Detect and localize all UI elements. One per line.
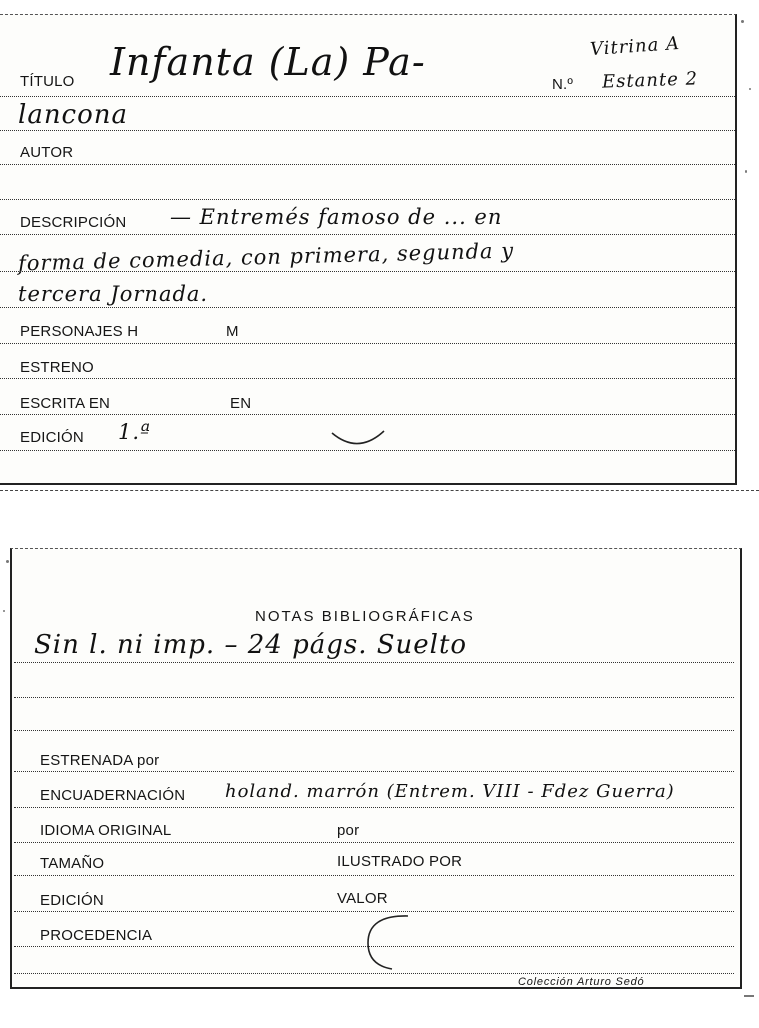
idioma-por-label: por xyxy=(337,822,360,839)
procedencia-label: PROCEDENCIA xyxy=(40,927,153,944)
edicion2-label: EDICIÓN xyxy=(40,892,104,909)
autor-rule xyxy=(0,164,735,165)
numero-value-line2: Estante 2 xyxy=(601,68,699,93)
descripcion-label: DESCRIPCIÓN xyxy=(20,214,127,231)
valor-label: VALOR xyxy=(337,890,388,907)
estreno-rule xyxy=(0,378,735,379)
numero-value-line1: Vitrina A xyxy=(589,32,681,61)
cut-line xyxy=(0,490,759,491)
autor-label: AUTOR xyxy=(20,144,74,161)
personajes-label: PERSONAJES H xyxy=(20,323,139,340)
final-rule xyxy=(14,973,734,974)
scan-speck xyxy=(6,560,9,563)
escrita-en-label: ESCRITA EN xyxy=(20,395,111,412)
numero-label: N.º xyxy=(552,76,574,93)
escrita-en-second-label: EN xyxy=(230,395,252,412)
tamano-rule xyxy=(14,875,734,876)
descripcion-rule-2 xyxy=(0,271,735,272)
idioma-rule xyxy=(14,842,734,843)
notas-rule-2 xyxy=(14,697,734,698)
estreno-label: ESTRENO xyxy=(20,359,94,376)
titulo-label: TÍTULO xyxy=(20,73,75,90)
descripcion-line1: — Entremés famoso de ... en xyxy=(170,205,503,229)
titulo-value-line1: Infanta (La) Pa- xyxy=(110,40,426,84)
encuadernacion-rule xyxy=(14,807,734,808)
edicion-rule xyxy=(0,450,735,451)
titulo-value-line2: lancona xyxy=(18,100,129,130)
descripcion-rule xyxy=(0,234,735,235)
encuadernacion-value: holand. marrón (Entrem. VIII - Fdez Guerra) xyxy=(225,781,675,802)
punch-hole-icon xyxy=(362,913,412,973)
edicion-value: 1.ª xyxy=(118,420,152,444)
collection-footer: Colección Arturo Sedó xyxy=(518,976,645,988)
idioma-label: IDIOMA ORIGINAL xyxy=(40,822,172,839)
encuadernacion-label: ENCUADERNACIÓN xyxy=(40,787,186,804)
tamano-label: TAMAÑO xyxy=(40,855,105,872)
notas-line1: Sin l. ni imp. – 24 págs. Suelto xyxy=(34,630,468,660)
edicion-label: EDICIÓN xyxy=(20,429,84,446)
estrenada-rule xyxy=(14,771,734,772)
descripcion-line2: forma de comedia, con primera, segunda y xyxy=(17,238,515,276)
scan-speck xyxy=(3,610,5,612)
edicion2-rule xyxy=(14,911,734,912)
notas-heading: NOTAS BIBLIOGRÁFICAS xyxy=(255,608,475,625)
punch-hole-icon xyxy=(330,425,386,449)
descripcion-line3: tercera Jornada. xyxy=(18,282,209,306)
ilustrado-label: ILUSTRADO POR xyxy=(337,853,463,870)
notas-rule-3 xyxy=(14,730,734,731)
titulo-rule xyxy=(0,96,735,97)
escrita-rule xyxy=(0,414,735,415)
scan-speck xyxy=(744,995,754,997)
scan-speck xyxy=(749,88,751,90)
scan-speck xyxy=(741,20,744,23)
estrenada-label: ESTRENADA por xyxy=(40,752,160,769)
notas-rule-1 xyxy=(14,662,734,663)
descripcion-rule-3 xyxy=(0,307,735,308)
titulo-rule-2 xyxy=(0,130,735,131)
blank-rule xyxy=(0,199,735,200)
scan-speck xyxy=(745,170,747,173)
personajes-rule xyxy=(0,343,735,344)
personajes-m-label: M xyxy=(226,323,239,340)
